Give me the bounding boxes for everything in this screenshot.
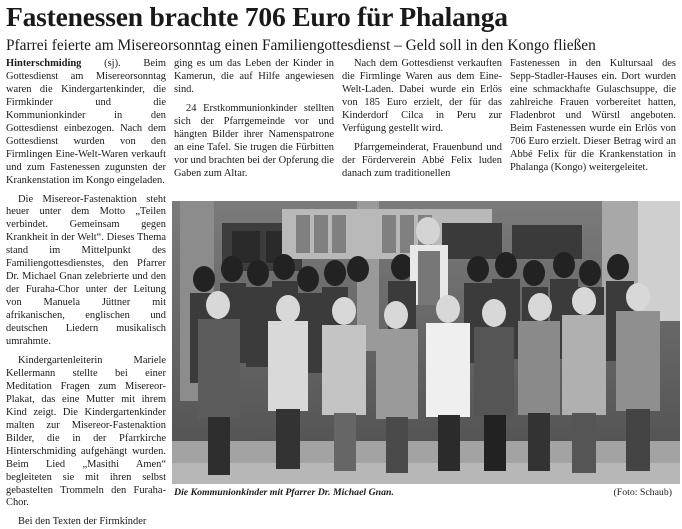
photo-credit: (Foto: Schaub): [613, 487, 672, 498]
article-column-1: [6, 58, 166, 528]
article-column-2: [174, 58, 334, 200]
photo-illustration: [172, 201, 680, 484]
subheadline: Pfarrei feierte am Misereorsonntag einen Familiengottesdienst – Geld soll in den Kongo fließen: [6, 37, 596, 54]
article-column-3: [342, 58, 502, 200]
paragraph-8: Pfarrgemeinderat, Frauenbund und der Förderverein Abbé Felix luden danach zum traditionellen: [342, 141, 502, 179]
paragraph-3: Kindergartenleiterin Mariele Kellermann stellte bei einer Meditation Fragen zum Misereor-Plakat, das eine Mutter mit ihrem Kind zeigt. Die Kindergartenkinder malten zur Misereor-Fastenaktion Bilder, die in der Pfarrkirche Hinterschmiding aufgehängt wurden. Beim Lied „Masithi Amen“ begleiteten sie mit ihren selbst gebastelten Trommeln den Furaha-Chor.: [6, 354, 166, 509]
paragraph-1-text: (sj). Beim Gottesdienst am Misereorsonntag waren die Kindergartenkinder, die Firmkinder und die Kommunionkinder in den Gottesdienst einbezogen. Nach dem Gottesdienst wurden von den Firmlingen Eine-Welt-Waren verkauft und zum Fastenessen zugunsten der Krankenstation im Kongo eingeladen.: [6, 58, 166, 186]
headline: Fastenessen brachte 706 Euro für Phalanga: [6, 1, 508, 32]
article-column-4: [510, 58, 676, 200]
paragraph-6: 24 Erstkommunionkinder stellten sich der Pfarrgemeinde vor und hängten Bilder ihrer Namenspatrone an eine Tafel. Sie trugen die Fürbitten vor und brachten bei der Opferung die Gaben zum Altar.: [174, 102, 334, 179]
photo-caption: [172, 486, 680, 500]
paragraph-4: Bei den Texten der Firmkinder: [18, 516, 147, 528]
paragraph-7: Nach dem Gottesdienst verkauften die Firmlinge Waren aus dem Eine-Welt-Laden. Dabei wurde ein Erlös von 185 Euro erzielt, der für das Kinderdorf Cilca in Peru zur Verfügung gestellt wird.: [342, 58, 502, 134]
paragraph-9: Fastenessen in den Kultursaal des Sepp-Stadler-Hauses ein. Dort wurden eine schmackhafte Gulaschsuppe, die zahlreiche Frauen vorbereitet hatten, Fladenbrot und Würstl angeboten. Beim Fastenessen wurde ein Erlös von 706 Euro erzielt. Dieser Betrag wird an Abbé Felix für die Krankenstation in Phalanga (Kongo) weitergeleitet.: [510, 58, 676, 173]
paragraph-1: [6, 58, 166, 188]
dateline: Hinterschmiding: [6, 58, 82, 69]
paragraph-5: ging es um das Leben der Kinder in Kamerun, die auf Hilfe angewiesen sind.: [174, 58, 334, 95]
paragraph-2: Die Misereor-Fastenaktion steht heuer unter dem Motto „Teilen verbindet. Gemeinsam gegen Krankheit in der Welt“. Dieses Thema stand im Mittelpunkt des Familiengottesdienstes, den Pfarrer Dr. Michael Gnan zelebrierte und den der Furaha-Chor unter der Leitung von Manuela Jüttner mit afrikanischen, englischen und deutschen Liedern musikalisch umrahmte.: [6, 193, 166, 348]
group-photo: [172, 201, 680, 484]
caption-text: Die Kommunionkinder mit Pfarrer Dr. Michael Gnan.: [174, 487, 394, 498]
